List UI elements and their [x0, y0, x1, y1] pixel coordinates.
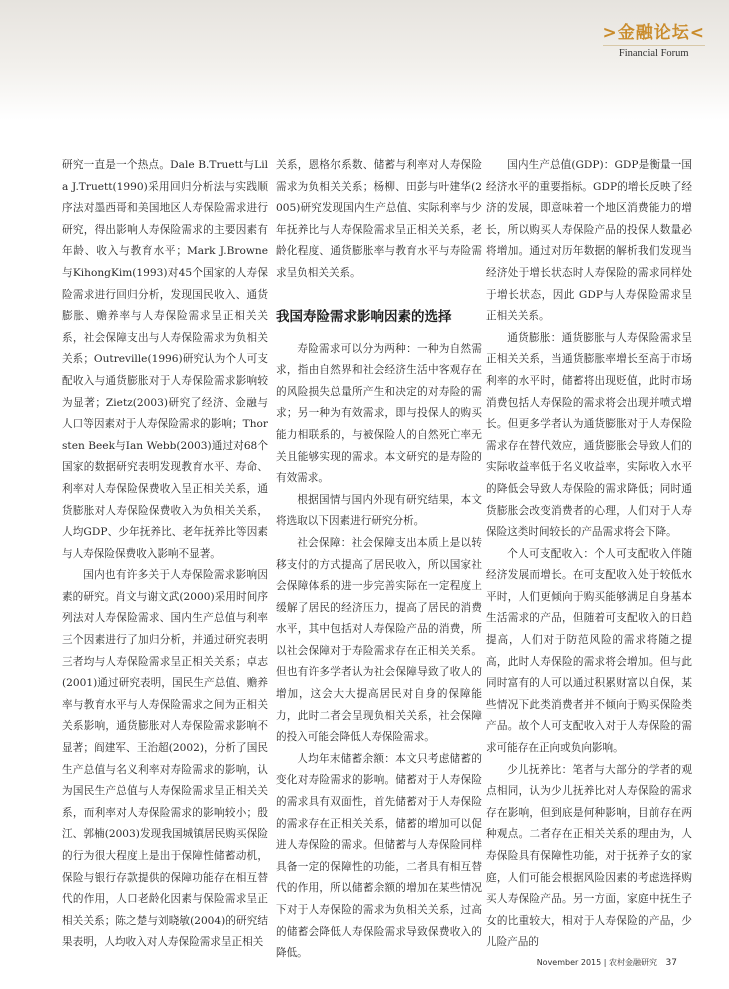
column-2	[276, 155, 482, 965]
paragraph: 国内生产总值(GDP)：GDP是衡量一国经济水平的重要指标。GDP的增长反映了经济的发展，即意味着一个地区消费能力的增长，所以购买人寿保险产品的投保人数量必将增加。通过对历年数据的解析我们发现当经济处于增长状态时人寿保险的需求同样处于增长状态，因此 GDP与人寿保险需求呈正相关关系。	[486, 159, 692, 323]
paragraph: 根据国情与国内外现有研究结果，本文将选取以下因素进行研究分析。	[276, 493, 482, 528]
issue-label: November 2015 | 农村金融研究	[536, 958, 657, 967]
section-title-cn: >金融论坛<	[602, 23, 705, 43]
paragraph: 个人可支配收入：个人可支配收入伴随经济发展而增长。在可支配收入处于较低水平时，人们更倾向于购买能够满足自身基本生活需求的产品，但随着可支配收入的日趋提高，人们对于防范风险的需求将随之提高，此时人寿保险的需求将会增加。但与此同时富有的人可以通过积累财富以自保，某些情况下此类消费者并不倾向于购买保险类产品。故个人可支配收入对于人寿保险的需求可能存在正向或负向影响。	[486, 547, 692, 755]
paragraph: 人均年末储蓄余额：本文只考虑储蓄的变化对寿险需求的影响。储蓄对于人寿保险的需求具有双面性，首先储蓄对于人寿保险的需求存在正相关关系，储蓄的增加可以促进人寿保险的需求。但储蓄与人寿保险同样具备一定的保障性的功能，二者具有相互替代的作用，所以储蓄余额的增加在某些情况下对于人寿保险的需求为负相关关系，过高的储蓄会降低人寿保险需求导致保费收入的降低。	[276, 752, 482, 960]
page-number: 37	[665, 958, 677, 968]
section-title-en: Financial Forum	[603, 45, 706, 59]
paragraph: 国内也有许多关于人寿保险需求影响因素的研究。肖文与谢文武(2000)采用时间序列法对人寿保险需求、国内生产总值与利率三个因素进行了加归分析，并通过研究表明三者均与人寿保险需求呈正相关关系；卓志(2001)通过研究表明，国民生产总值、赡养率与教育水平与人寿保险需求之间为正相关关系影响，通货膨胀对人寿保险需求影响不显著；阎建军、王治超(2002)，分析了国民生产总值与名义利率对寿险需求的影响，认为国民生产总值与人寿保险需求呈正相关关系，而利率对人寿保险需求的影响较小；殷江、郭楠(2003)发现我国城镇居民购买保险的行为很大程度上是出于保障性储蓄动机，保险与银行存款提供的保障功能存在相互替代的作用，人口老龄化因素与保险需求呈正相关关系；陈之楚与刘晓敏(2004)的研究结果表明，人均收入对人寿保险需求呈正相关	[62, 569, 268, 949]
paragraph: 社会保障：社会保障支出本质上是以转移支付的方式提高了居民收入，所以国家社会保障体系的进一步完善实际在一定程度上缓解了居民的经济压力，提高了居民的消费水平，其中包括对人寿保险产品的消费，所以社会保障对于寿险需求存在正相关关系。但也有许多学者认为社会保障导致了收人的增加，这会大大提高居民对自身的保障能力，此时二者会呈现负相关关系，社会保障的投入可能会降低人寿保险需求。	[276, 536, 482, 744]
paragraph: 通货膨胀：通货膨胀与人寿保险需求呈正相关关系，当通货膨胀率增长至高于市场利率的水平时，储蓄将出现贬值，此时市场消费包括人寿保险的需求将会出现并喷式增长。但更多学者认为通货膨胀对于人寿保险需求存在替代效应，通货膨胀会导致人们的实际收益率低于名义收益率，实际收入水平的降低会导致人寿保险的需求降低；同时通货膨胀会改变消费者的心理，人们对于人寿保险这类时间较长的产品需求将会下降。	[486, 331, 692, 539]
column-3	[486, 155, 692, 954]
page-footer	[537, 957, 677, 968]
paragraph: 研究一直是一个热点。Dale B.Truett与Lila J.Truett(1990)采用回归分析法与实践顺序法对墨西哥和美国地区人寿保险需求进行研究，得出影响人寿保险需求的主要因素有年龄、收入与教育水平；Mark J.Browne与KihongKim(1993)对45个国家的人寿保险需求进行回归分析，发现国民收入、通货膨胀、赡养率与人寿保险需求呈正相关关系，社会保障支出与人寿保险需求为负相关关系；Outreville(1996)研究认为个人可支配收入与通货膨胀对于人寿保险需求影响较为显著；Zietz(2003)研究了经济、金融与人口等因素对于人寿保险需求的影响；Thorsten Beek与Ian Webb(2003)通过对68个国家的数据研究表明发现教育水平、寿命、利率对人寿保险保费收入呈正相关关系，通货膨胀对人寿保险保费收入为负相关关系，人均GDP、少年抚养比、老年抚养比等因素与人寿保险保费收入影响不显著。	[62, 159, 268, 560]
section-heading: 我国寿险需求影响因素的选择	[276, 308, 452, 325]
paragraph: 关系，恩格尔系数、储蓄与利率对人寿保险需求为负相关关系；杨柳、田彭与叶建华(2005)研究发现国内生产总值、实际利率与少年抚养比与人寿保险需求呈正相关关系，老龄化程度、通货膨胀率与教育水平与寿险需求呈负相关关系。	[276, 159, 482, 279]
paragraph: 寿险需求可以分为两种：一种为自然需求，指由自然界和社会经济生活中客观存在的风险损失总量所产生和决定的对寿险的需求；另一种为有效需求，即与投保人的购买能力相联系的，与被保险人的自然死亡率无关且能够实现的需求。本文研究的是寿险的有效需求。	[276, 342, 482, 485]
section-brand	[603, 18, 706, 59]
column-1	[62, 155, 268, 954]
paragraph: 少儿抚养比：笔者与大部分的学者的观点相同，认为少儿抚养比对人寿保险的需求存在影响，但到底是何种影响，目前存在两种观点。二者存在正相关关系的理由为，人寿保险具有保障性功能，对于抚养子女的家庭，人们可能会根据风险因素的考虑选择购买人寿保险产品。另一方面，家庭中抚生子女的比重较大，相对于人寿保险的产品，少儿险产品的	[486, 763, 692, 949]
